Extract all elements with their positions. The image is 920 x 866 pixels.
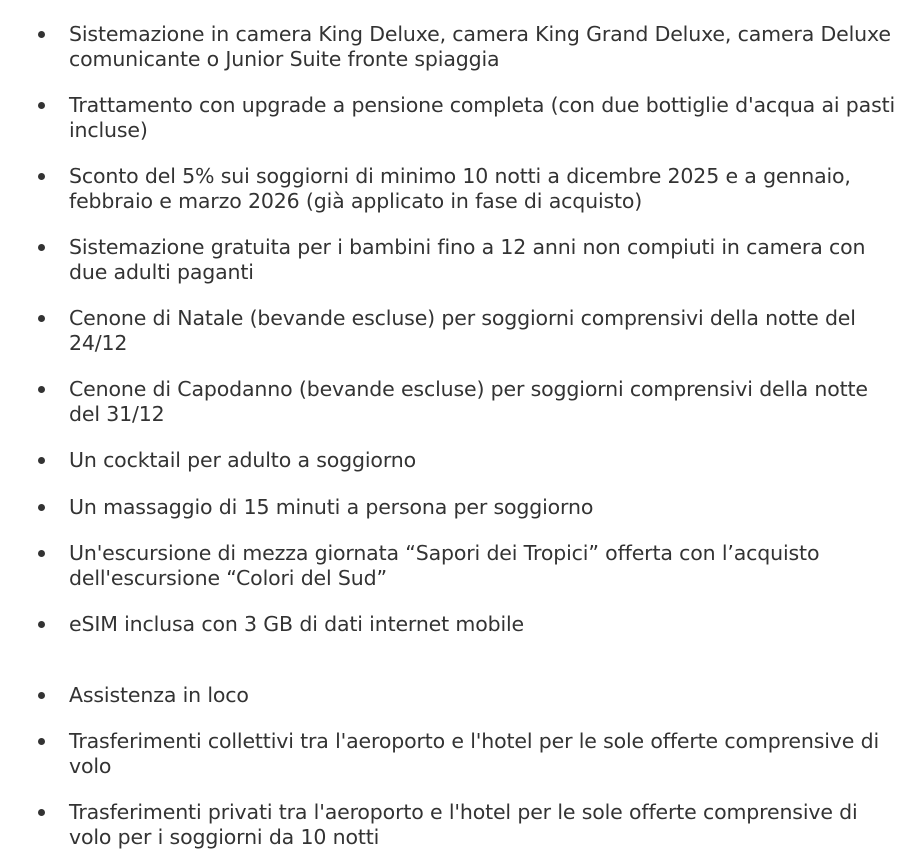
- list-item-text: Sistemazione gratuita per i bambini fino a 12 anni non compiuti in camera con due adulti paganti: [69, 235, 866, 284]
- list-item-text: Assistenza in loco: [69, 682, 249, 707]
- list-item: [0, 93, 920, 142]
- list-item: [0, 495, 920, 520]
- list-item: [0, 22, 920, 71]
- list-item: [0, 729, 920, 778]
- list-item-text: Trattamento con upgrade a pensione completa (con due bottiglie d'acqua ai pasti incluse): [69, 93, 896, 142]
- list-item-text: Cenone di Natale (bevande escluse) per soggiorni comprensivi della notte del 24/12: [69, 306, 856, 355]
- list-item-text: Sconto del 5% sui soggiorni di minimo 10 notti a dicembre 2025 e a gennaio, febbraio e marzo 2026 (già applicato in fase di acquisto): [69, 164, 851, 213]
- list-item: [0, 306, 920, 355]
- list-item: [0, 612, 920, 637]
- list-item: [0, 448, 920, 473]
- list-item-text: eSIM inclusa con 3 GB di dati internet mobile: [69, 612, 525, 636]
- list-item-text: Trasferimenti privati tra l'aeroporto e l'hotel per le sole offerte comprensive di volo per i soggiorni da 10 notti: [69, 800, 858, 849]
- list-item: [0, 800, 920, 849]
- list-item-text: Un'escursione di mezza giornata “Sapori dei Tropici” offerta con l’acquisto dell'escursione “Colori del Sud”: [69, 541, 820, 590]
- list-item-text: Trasferimenti collettivi tra l'aeroporto e l'hotel per le sole offerte comprensive di volo: [69, 729, 879, 778]
- list-item: [0, 164, 920, 213]
- list-item-text: Un massaggio di 15 minuti a persona per soggiorno: [69, 494, 594, 519]
- list-item: [0, 683, 920, 708]
- list-item: [0, 377, 920, 426]
- list-item: [0, 541, 920, 590]
- list-item-text: Sistemazione in camera King Deluxe, camera King Grand Deluxe, camera Deluxe comunicante o Junior Suite fronte spiaggia: [69, 22, 891, 71]
- list-item-text: Un cocktail per adulto a soggiorno: [69, 448, 416, 472]
- list-item-text: Cenone di Capodanno (bevande escluse) per soggiorni comprensivi della notte del 31/12: [69, 377, 868, 426]
- list-item: [0, 235, 920, 284]
